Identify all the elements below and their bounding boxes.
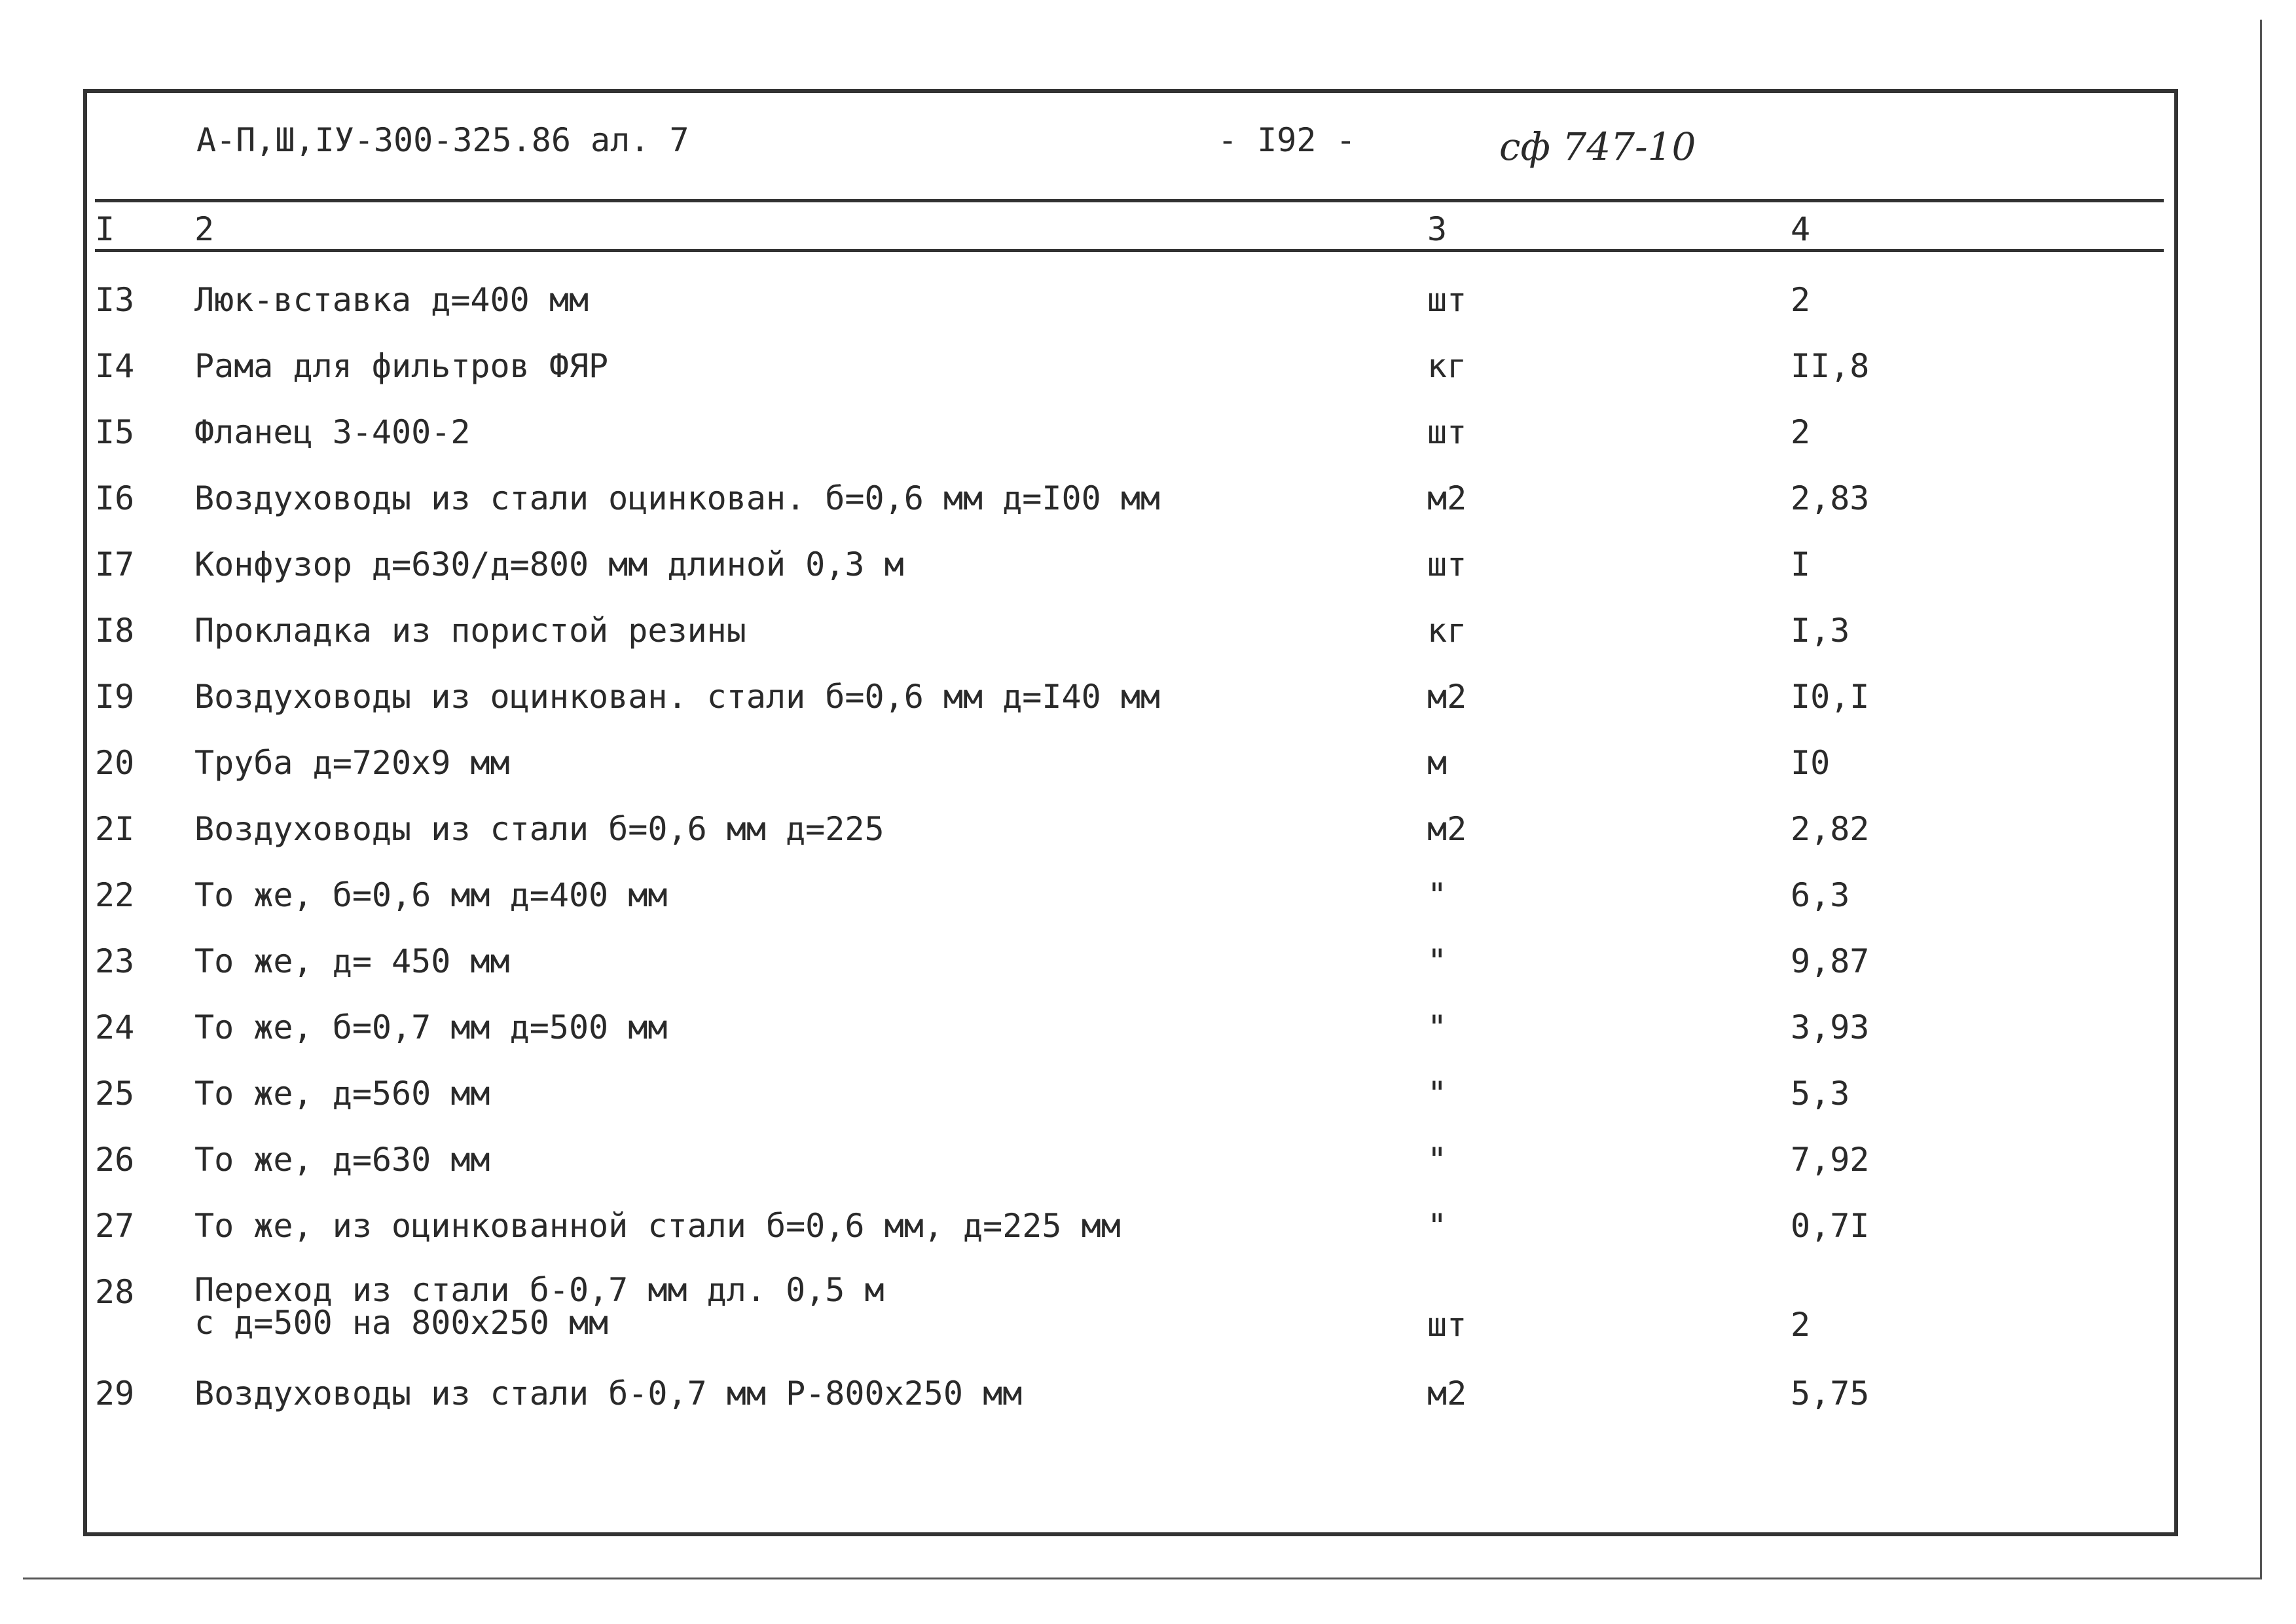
item-quantity: I0,I — [1791, 678, 1870, 716]
row-number: I7 — [95, 545, 135, 583]
page-edge-right — [2260, 20, 2262, 1578]
item-unit: " — [1427, 876, 1448, 914]
page-edge-bottom — [23, 1578, 2262, 1579]
item-name: То же, б=0,6 мм д=400 мм — [194, 876, 668, 914]
item-quantity: I,3 — [1791, 612, 1850, 650]
item-unit: " — [1427, 1141, 1448, 1179]
item-name: То же, д= 450 мм — [194, 942, 510, 980]
item-quantity: 2,83 — [1791, 479, 1870, 517]
item-unit: шт — [1427, 1306, 1467, 1344]
item-unit: м2 — [1427, 810, 1467, 848]
item-quantity: 6,3 — [1791, 876, 1850, 914]
item-quantity: 2 — [1791, 413, 1811, 451]
column-header-3: 3 — [1427, 210, 1448, 248]
item-name: Рама для фильтров ФЯР — [194, 347, 609, 385]
item-quantity: 2,82 — [1791, 810, 1870, 848]
item-name: Труба д=720х9 мм — [194, 744, 510, 782]
column-header-1: I — [95, 210, 115, 248]
row-number: 2I — [95, 810, 135, 848]
item-quantity: I — [1791, 545, 1811, 583]
table-header-rule-bottom — [95, 249, 2164, 252]
item-quantity: 2 — [1791, 281, 1811, 319]
item-unit: " — [1427, 1008, 1448, 1046]
item-name: То же, д=630 мм — [194, 1141, 490, 1179]
item-name: Конфузор д=630/д=800 мм длиной 0,3 м — [194, 545, 904, 583]
row-number: I6 — [95, 479, 135, 517]
row-number: 26 — [95, 1141, 135, 1179]
item-quantity: I0 — [1791, 744, 1831, 782]
row-number: 29 — [95, 1375, 135, 1412]
row-number: I5 — [95, 413, 135, 451]
row-number: 24 — [95, 1008, 135, 1046]
item-quantity: 5,75 — [1791, 1375, 1870, 1412]
item-unit: " — [1427, 1207, 1448, 1245]
item-unit: м2 — [1427, 479, 1467, 517]
row-number: 22 — [95, 876, 135, 914]
row-number: I9 — [95, 678, 135, 716]
row-number: I8 — [95, 612, 135, 650]
table-header-rule-top — [95, 199, 2164, 202]
item-unit: м — [1427, 744, 1448, 782]
handwritten-signature: сф 747-10 — [1499, 124, 1696, 169]
item-name: Воздуховоды из стали оцинкован. б=0,6 мм д=I00 мм — [194, 479, 1161, 517]
item-name: Переход из стали б-0,7 мм дл. 0,5 м с д=500 на 800х250 мм — [194, 1271, 884, 1342]
row-number: I3 — [95, 281, 135, 319]
item-quantity: 7,92 — [1791, 1141, 1870, 1179]
item-quantity: II,8 — [1791, 347, 1870, 385]
item-quantity: 9,87 — [1791, 942, 1870, 980]
item-quantity: 5,3 — [1791, 1075, 1850, 1113]
row-number: I4 — [95, 347, 135, 385]
item-name: То же, б=0,7 мм д=500 мм — [194, 1008, 668, 1046]
row-number: 27 — [95, 1207, 135, 1245]
item-quantity: 0,7I — [1791, 1207, 1870, 1245]
item-quantity: 3,93 — [1791, 1008, 1870, 1046]
page-number: - I92 - — [1218, 121, 1356, 159]
row-number: 28 — [95, 1273, 135, 1311]
item-name: То же, из оцинкованной стали б=0,6 мм, д=225 мм — [194, 1207, 1121, 1245]
item-unit: шт — [1427, 281, 1467, 319]
item-quantity: 2 — [1791, 1306, 1811, 1344]
column-header-4: 4 — [1791, 210, 1811, 248]
row-number: 20 — [95, 744, 135, 782]
item-name: Прокладка из пористой резины — [194, 612, 746, 650]
item-unit: м2 — [1427, 678, 1467, 716]
item-name: То же, д=560 мм — [194, 1075, 490, 1113]
item-unit: кг — [1427, 612, 1467, 650]
item-unit: шт — [1427, 413, 1467, 451]
item-name: Фланец 3-400-2 — [194, 413, 471, 451]
item-name: Люк-вставка д=400 мм — [194, 281, 589, 319]
item-unit: м2 — [1427, 1375, 1467, 1412]
item-name: Воздуховоды из стали б-0,7 мм Р-800х250 мм — [194, 1375, 1023, 1412]
column-header-2: 2 — [194, 210, 215, 248]
item-unit: " — [1427, 942, 1448, 980]
item-name: Воздуховоды из оцинкован. стали б=0,6 мм д=I40 мм — [194, 678, 1161, 716]
row-number: 25 — [95, 1075, 135, 1113]
item-unit: кг — [1427, 347, 1467, 385]
document-code: А-П,Ш,IУ-300-325.86 ал. 7 — [196, 121, 689, 159]
row-number: 23 — [95, 942, 135, 980]
item-name: Воздуховоды из стали б=0,6 мм д=225 — [194, 810, 884, 848]
item-unit: " — [1427, 1075, 1448, 1113]
item-unit: шт — [1427, 545, 1467, 583]
